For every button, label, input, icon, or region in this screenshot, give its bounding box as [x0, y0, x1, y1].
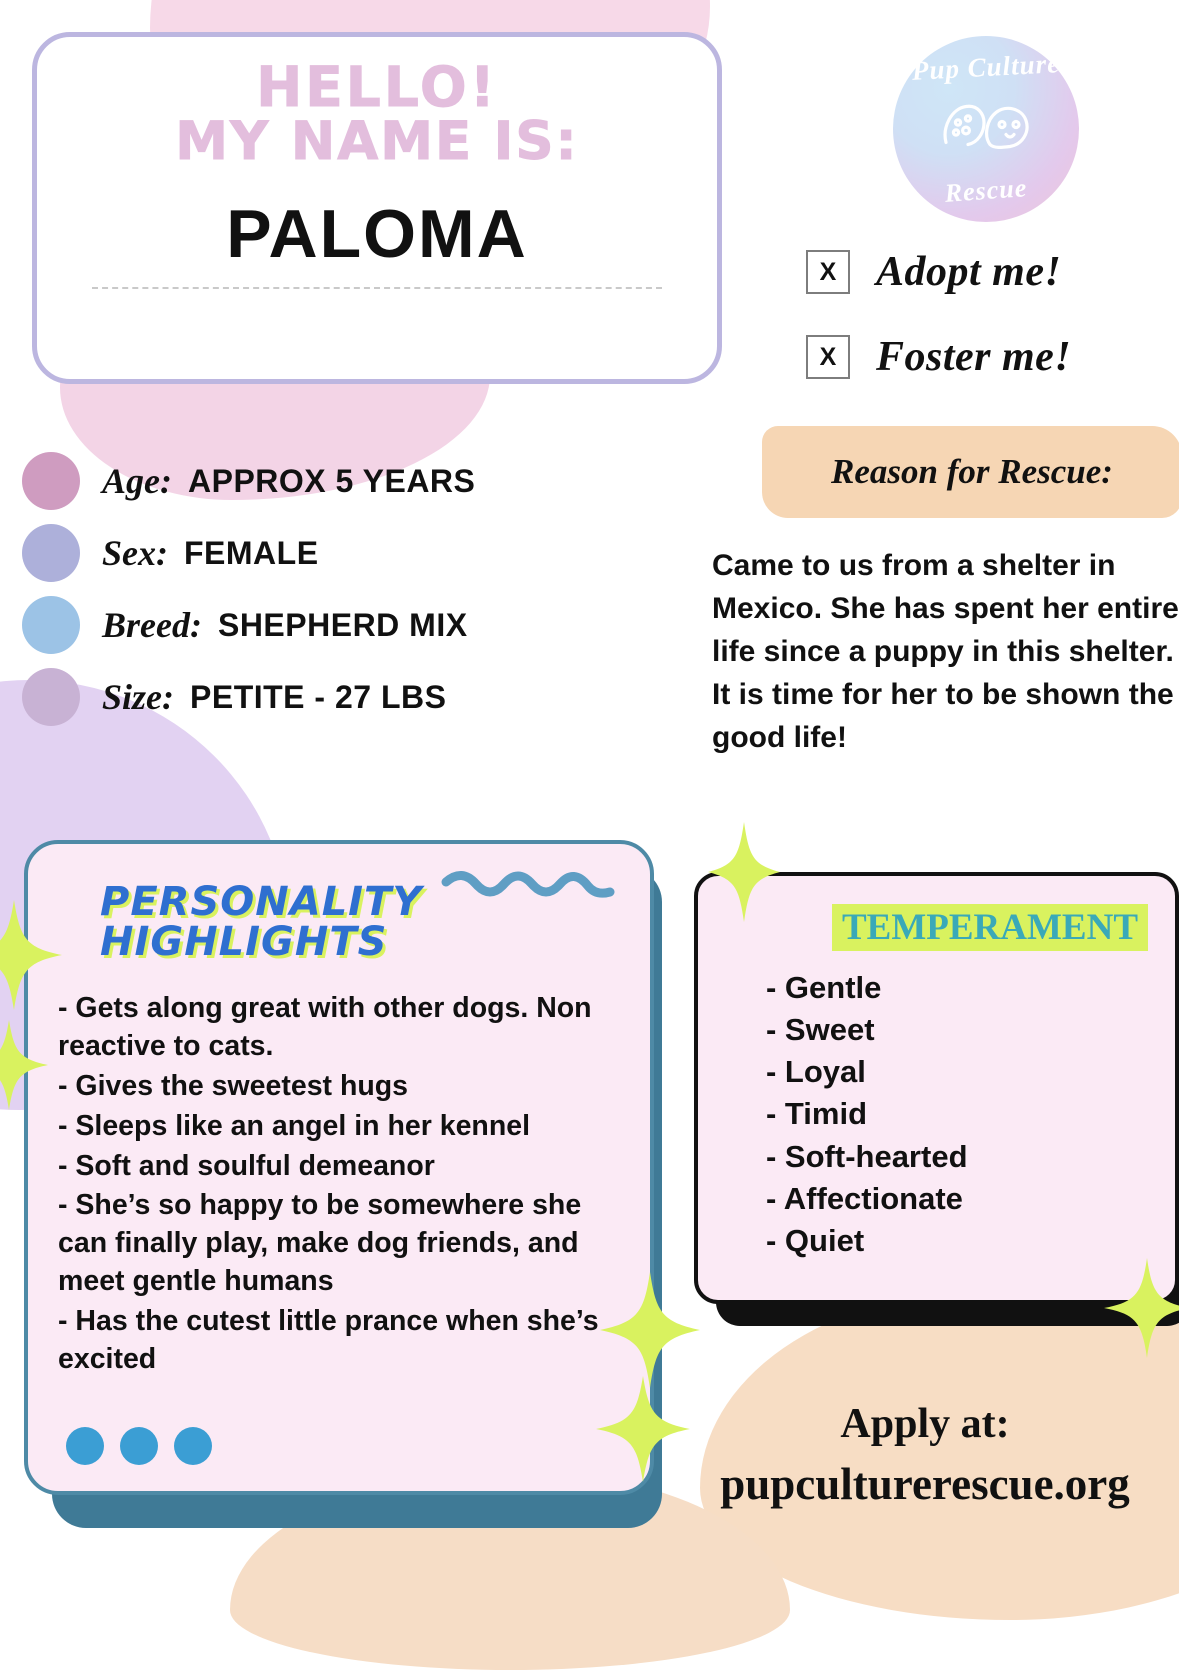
sparkle-icon	[0, 1020, 48, 1115]
reason-for-rescue-text: Came to us from a shelter in Mexico. She has spent her entire life since a puppy in this shelter. It is time for her to be shown the good life!	[712, 549, 1179, 754]
decorative-dot	[120, 1427, 158, 1465]
fact-value-sex: FEMALE	[184, 534, 319, 571]
apply-block	[660, 1400, 1179, 1510]
hello-heading	[175, 55, 579, 173]
logo-bottom-text: Rescue	[943, 173, 1029, 208]
fact-label-breed: Breed:	[102, 605, 202, 645]
fact-row-breed	[22, 589, 475, 661]
hello-line-1: HELLO!	[256, 55, 498, 119]
temperament-item: - Timid	[766, 1096, 868, 1132]
reason-for-rescue-heading: Reason for Rescue:	[831, 452, 1113, 491]
foster-me-label: Foster me!	[876, 334, 1072, 380]
apply-label: Apply at:	[840, 1401, 1010, 1447]
decorative-dots	[66, 1427, 212, 1465]
sparkle-icon	[708, 822, 780, 927]
bullet-dot-age	[22, 452, 80, 510]
personality-highlights-card	[24, 840, 654, 1495]
reason-for-rescue-banner	[762, 426, 1179, 518]
adopt-me-row[interactable]	[806, 248, 1061, 296]
personality-title-line-1: PERSONALITY	[100, 879, 423, 925]
personality-items	[58, 990, 620, 1379]
fact-label-sex: Sex:	[102, 533, 168, 573]
fact-row-sex	[22, 517, 475, 589]
brand-logo	[893, 36, 1079, 222]
hello-line-2: MY NAME IS:	[175, 111, 579, 173]
fact-value-size: PETITE - 27 LBS	[190, 678, 447, 715]
temperament-items	[728, 967, 1145, 1262]
personality-item: - Soft and soulful demeanor	[58, 1149, 435, 1182]
sparkle-icon	[0, 900, 62, 1015]
squiggle-icon	[440, 866, 618, 927]
bullet-dot-size	[22, 668, 80, 726]
foster-me-row[interactable]	[806, 333, 1071, 381]
decorative-dot	[66, 1427, 104, 1465]
personality-item: - Has the cutest little prance when she’s excited	[58, 1305, 599, 1376]
dog-face-paw-icon	[938, 97, 1034, 162]
personality-item: - Gives the sweetest hugs	[58, 1069, 409, 1102]
temperament-item: - Sweet	[766, 1012, 875, 1048]
fact-value-breed: SHEPHERD MIX	[217, 606, 468, 643]
pet-facts-list	[22, 445, 475, 733]
sparkle-icon	[1104, 1258, 1179, 1363]
decorative-dot	[174, 1427, 212, 1465]
adopt-me-label: Adopt me!	[876, 249, 1062, 295]
fact-row-age	[22, 445, 475, 517]
temperament-item: - Affectionate	[766, 1180, 963, 1216]
pet-name-card	[32, 32, 722, 384]
personality-item: - She’s so happy to be somewhere she can finally play, make dog friends, and meet gentle humans	[58, 1189, 582, 1298]
pet-name: PALOMA	[226, 196, 528, 273]
personality-title-line-2: HIGHLIGHTS	[100, 919, 388, 965]
apply-url[interactable]: pupculturerescue.org	[720, 1459, 1130, 1509]
fact-row-size	[22, 661, 475, 733]
dashed-divider	[92, 287, 662, 289]
logo-top-text: Pup Culture	[911, 48, 1061, 86]
temperament-title: TEMPERAMENT	[832, 904, 1148, 951]
personality-item: - Sleeps like an angel in her kennel	[58, 1109, 531, 1142]
temperament-item: - Loyal	[766, 1054, 866, 1090]
bullet-dot-breed	[22, 596, 80, 654]
temperament-item: - Quiet	[766, 1222, 865, 1258]
temperament-card	[694, 872, 1179, 1304]
fact-value-age: APPROX 5 YEARS	[187, 462, 476, 499]
sparkle-icon	[600, 1272, 700, 1393]
fact-label-age: Age:	[102, 461, 172, 501]
adopt-me-checkbox[interactable]: X	[806, 250, 850, 294]
temperament-item: - Soft-hearted	[766, 1138, 968, 1174]
foster-me-checkbox[interactable]: X	[806, 335, 850, 379]
temperament-item: - Gentle	[766, 970, 882, 1005]
bullet-dot-sex	[22, 524, 80, 582]
personality-item: - Gets along great with other dogs. Non reactive to cats.	[58, 992, 592, 1062]
fact-label-size: Size:	[102, 677, 174, 717]
